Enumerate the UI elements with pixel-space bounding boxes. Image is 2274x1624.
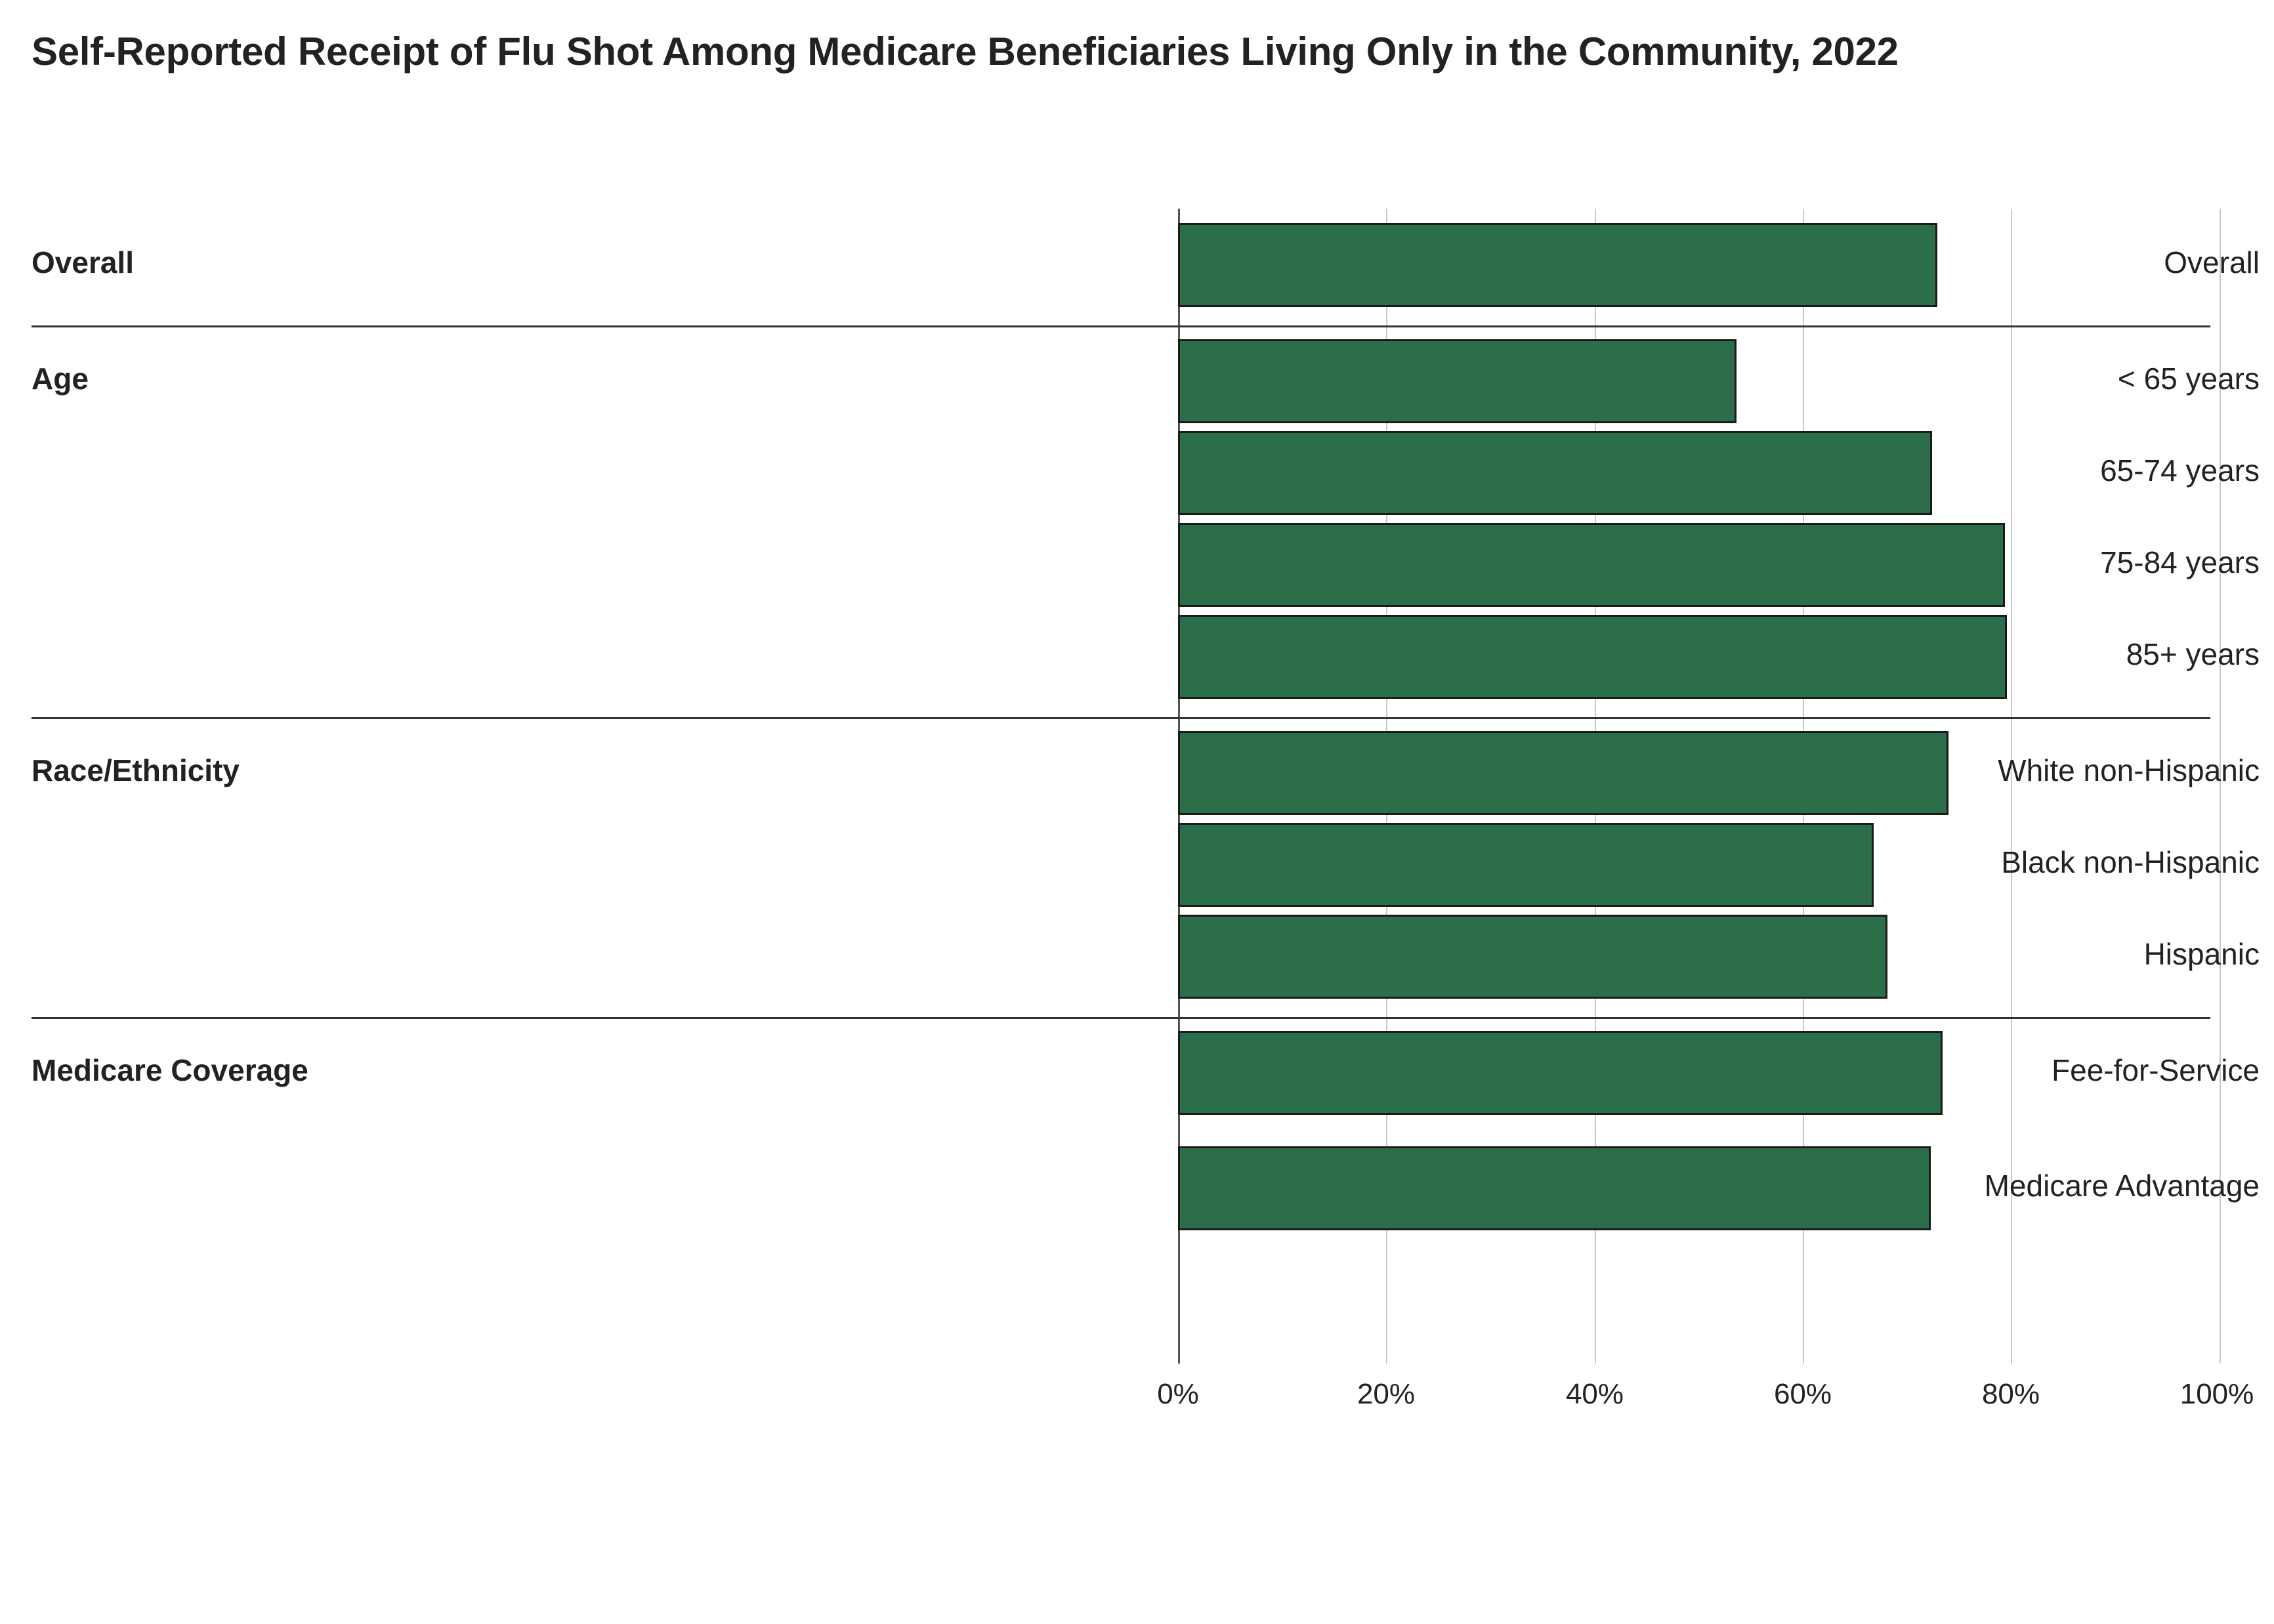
group-label-race-ethnicity: Race/Ethnicity (32, 753, 240, 787)
group-divider-2 (32, 717, 2210, 719)
category-label-65-74: 65-74 years (2100, 453, 2260, 488)
bar-black-non-hispanic[interactable] (1178, 823, 1874, 907)
category-label-overall: Overall (2164, 245, 2260, 280)
bar-hispanic[interactable] (1178, 915, 1887, 999)
bar-85-plus[interactable] (1178, 615, 2007, 699)
chart-plot-area (0, 209, 2274, 1410)
bar-75-84[interactable] (1178, 523, 2005, 607)
bar-overall[interactable] (1178, 223, 1937, 307)
x-tick-20: 20% (1357, 1378, 1416, 1410)
x-tick-100: 100% (2179, 1378, 2254, 1410)
x-tick-60: 60% (1773, 1378, 1832, 1410)
category-label-white-non-hispanic: White non-Hispanic (1998, 753, 2260, 787)
x-axis-tick-labels (0, 1378, 2274, 1417)
category-label-hispanic: Hispanic (2143, 937, 2260, 971)
bar-65-74[interactable] (1178, 431, 1932, 515)
x-tick-80: 80% (1981, 1378, 2040, 1410)
group-label-medicare-coverage: Medicare Coverage (32, 1053, 308, 1087)
group-label-age: Age (32, 362, 89, 396)
page-title: Self-Reported Receipt of Flu Shot Among Medicare Beneficiaries Living Only in the Community, 2022 (32, 30, 1899, 73)
category-label-black-non-hispanic: Black non-Hispanic (2001, 845, 2260, 879)
category-label-under-65: < 65 years (2117, 362, 2260, 396)
category-label-75-84: 75-84 years (2100, 545, 2260, 579)
category-label-85-plus: 85+ years (2126, 637, 2260, 671)
x-tick-40: 40% (1565, 1378, 1624, 1410)
x-tick-0: 0% (1157, 1378, 1199, 1410)
group-label-overall: Overall (32, 245, 134, 280)
group-divider-3 (32, 1017, 2210, 1019)
category-label-medicare-advantage: Medicare Advantage (1984, 1169, 2260, 1203)
bar-under-65[interactable] (1178, 339, 1737, 423)
group-divider-1 (32, 325, 2210, 327)
bar-white-non-hispanic[interactable] (1178, 731, 1948, 815)
bar-fee-for-service[interactable] (1178, 1031, 1943, 1115)
category-label-fee-for-service: Fee-for-Service (2052, 1053, 2260, 1087)
bar-medicare-advantage[interactable] (1178, 1146, 1931, 1230)
